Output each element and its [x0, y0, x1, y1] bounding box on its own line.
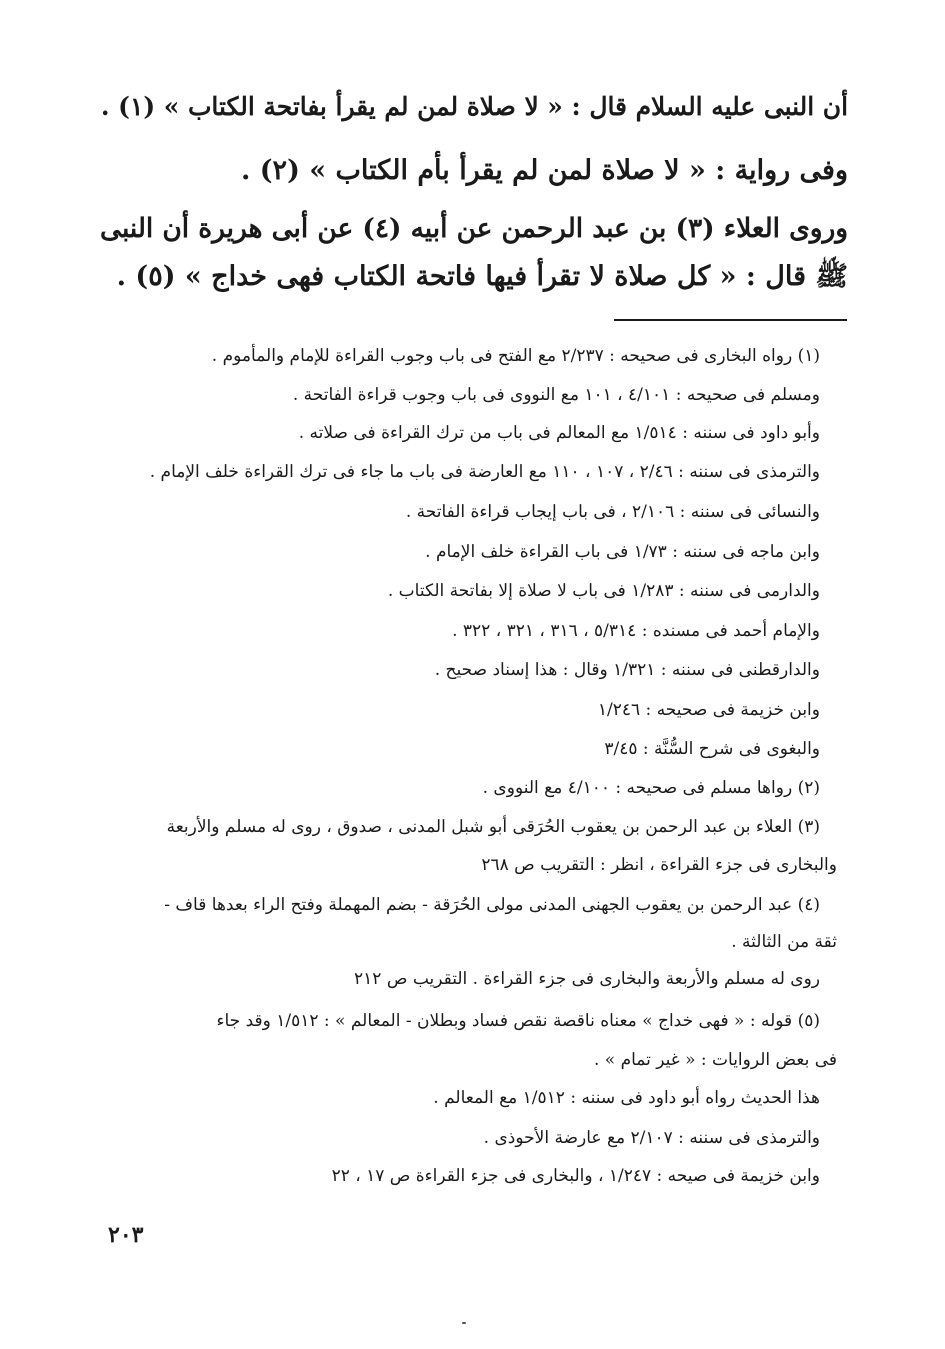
footnote-separator: [614, 319, 847, 321]
footnote-line: والنسائى فى سننه : ٢/١٠٦ ، فى باب إيجاب قراءة الفاتحة .: [405, 502, 820, 522]
main-text-line-1: أن النبى عليه السلام قال : « لا صلاة لمن لم يقرأ بفاتحة الكتاب » (١) .: [100, 92, 848, 121]
footnote-line: هذا الحديث رواه أبو داود فى سننه : ١/٥١٢ مع المعالم .: [433, 1088, 820, 1108]
footnote-line: (٤) عبد الرحمن بن يعقوب الجهنى المدنى مولى الحُرَقة - بضم المهملة وفتح الراء بعدها قاف -: [164, 895, 820, 915]
footnote-line: وابن ماجه فى سننه : ١/٧٣ فى باب القراءة خلف الإمام .: [425, 542, 820, 562]
footnote-line: فى بعض الروايات : « غير تمام » .: [593, 1050, 837, 1070]
footnote-line: والترمذى فى سننه : ٢/٤٦ ، ١٠٧ ، ١١٠ مع العارضة فى باب ما جاء فى ترك القراءة خلف الإمام .: [149, 462, 820, 482]
footnote-line: (٥) قوله : « فهى خداج » معناه ناقصة نقص فساد وبطلان - المعالم » : ١/٥١٢ وقد جاء: [216, 1011, 820, 1031]
footnote-line: والدارمى فى سننه : ١/٢٨٣ فى باب لا صلاة إلا بفاتحة الكتاب .: [387, 581, 820, 601]
footnote-line: (٢) رواها مسلم فى صحيحه : ٤/١٠٠ مع النووى .: [482, 778, 820, 798]
footnote-line: والبخارى فى جزء القراءة ، انظر : التقريب ص ٢٦٨: [481, 855, 837, 875]
footnote-line: (٣) العلاء بن عبد الرحمن بن يعقوب الحُرَقى أبو شبل المدنى ، صدوق ، روى له مسلم والأربعة: [166, 817, 820, 837]
footnote-line: وأبو داود فى سننه : ١/٥١٤ مع المعالم فى باب من ترك القراءة فى صلاته .: [298, 423, 820, 443]
page-number: ٢٠٣: [108, 1222, 144, 1248]
footnote-line: وابن خزيمة فى صحيحه : ١/٢٤٦: [597, 700, 820, 720]
footnote-line: والدارقطنى فى سننه : ١/٣٢١ وقال : هذا إسناد صحيح .: [434, 660, 820, 680]
main-text-line-4: ﷺ قال : « كل صلاة لا تقرأ فيها فاتحة الكتاب فهى خداج » (٥) .: [116, 261, 848, 292]
footnote-line: روى له مسلم والأربعة والبخارى فى جزء القراءة . التقريب ص ٢١٢: [354, 969, 820, 989]
footnote-line: (١) رواه البخارى فى صحيحه : ٢/٢٣٧ مع الفتح فى باب وجوب القراءة للإمام والمأموم .: [211, 346, 820, 366]
scan-speck: [462, 1322, 466, 1324]
footnote-line: والترمذى فى سننه : ٢/١٠٧ مع عارضة الأحوذى .: [483, 1128, 820, 1148]
main-text-line-3: وروى العلاء (٣) بن عبد الرحمن عن أبيه (٤) عن أبى هريرة أن النبى: [100, 213, 848, 244]
footnote-line: وابن خزيمة فى صيحه : ١/٢٤٧ ، والبخارى فى جزء القراءة ص ١٧ ، ٢٢: [331, 1166, 820, 1186]
footnote-line: والإمام أحمد فى مسنده : ٥/٣١٤ ، ٣١٦ ، ٣٢١ ، ٣٢٢ .: [452, 621, 820, 641]
footnote-line: ومسلم فى صحيحه : ٤/١٠١ ، ١٠١ مع النووى فى باب وجوب قراءة الفاتحة .: [292, 385, 820, 405]
main-text-line-2: وفى رواية : « لا صلاة لمن لم يقرأ بأم الكتاب » (٢) .: [240, 155, 848, 186]
footnote-line: ثقة من الثالثة .: [731, 932, 837, 952]
footnote-line: والبغوى فى شرح السُّنَّة : ٣/٤٥: [604, 739, 820, 759]
